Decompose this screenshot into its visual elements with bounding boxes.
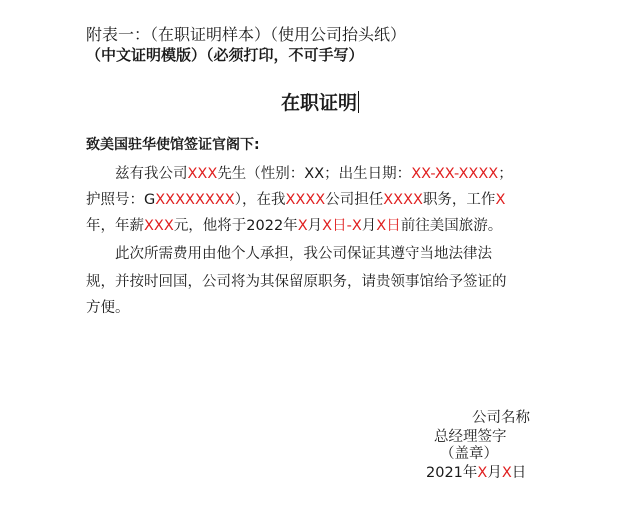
signature-manager: 总经理签字 [434,429,507,445]
placeholder-text: X [495,192,506,208]
salutation: 致美国驻华使馆签证官阁下: [86,137,260,153]
signature-seal: （盖章） [440,446,498,462]
placeholder-text: XX-XX-XXXX [411,166,499,182]
body-line-3 [86,214,502,235]
body-text: 方便。 [86,300,130,316]
signature-company: 公司名称 [472,410,530,426]
attachment-header-line1: 附表一：（在职证明样本）（使用公司抬头纸） [86,25,407,44]
placeholder-text: X日 [376,218,401,234]
placeholder-text: X [501,465,512,481]
placeholder-text: XXXX [383,192,423,208]
body-text: 此次所需费用由他个人承担，我公司保证其遵守当地法律法 [86,246,492,262]
body-line-5 [86,270,507,291]
body-text: 月 [307,218,323,234]
body-text: 先生（性别：XX；出生日期： [217,166,412,182]
body-text: 公司担任 [325,192,384,208]
title-text: 在职证明 [280,92,357,114]
placeholder-text: XXX [187,166,218,182]
text-cursor [358,91,359,113]
body-text: 月 [487,465,502,481]
body-text: ； [498,166,513,182]
body-text: 年，年薪 [86,218,144,234]
body-line-1 [86,162,513,183]
placeholder-text: XXXX [285,192,326,208]
placeholder-text: X [477,465,488,481]
body-text: 护照号：G [86,192,156,208]
body-line-6 [86,296,130,317]
body-text: 2021年 [426,465,478,481]
placeholder-text: X日-X [322,218,362,234]
body-text: ），在我 [234,192,286,208]
body-text: 兹有我公司 [86,166,188,182]
body-text: 规，并按时回国，公司将为其保留原职务，请贵领事馆给予签证的 [86,274,507,290]
signature-date [426,461,526,482]
placeholder-text: XXX [144,218,174,234]
body-line-4 [86,242,492,263]
body-text: 元，他将于2022年 [173,218,298,234]
body-text: 前往美国旅游。 [400,218,503,234]
body-line-2 [86,188,505,209]
body-text: 职务，工作 [422,192,496,208]
attachment-header-line2: （中文证明模版）（必须打印，不可手写） [86,46,364,64]
body-text: 日 [511,465,527,481]
document-title [0,88,640,115]
body-text: 月 [361,218,377,234]
placeholder-text: XXXXXXXX [155,192,235,208]
placeholder-text: X [297,218,308,234]
